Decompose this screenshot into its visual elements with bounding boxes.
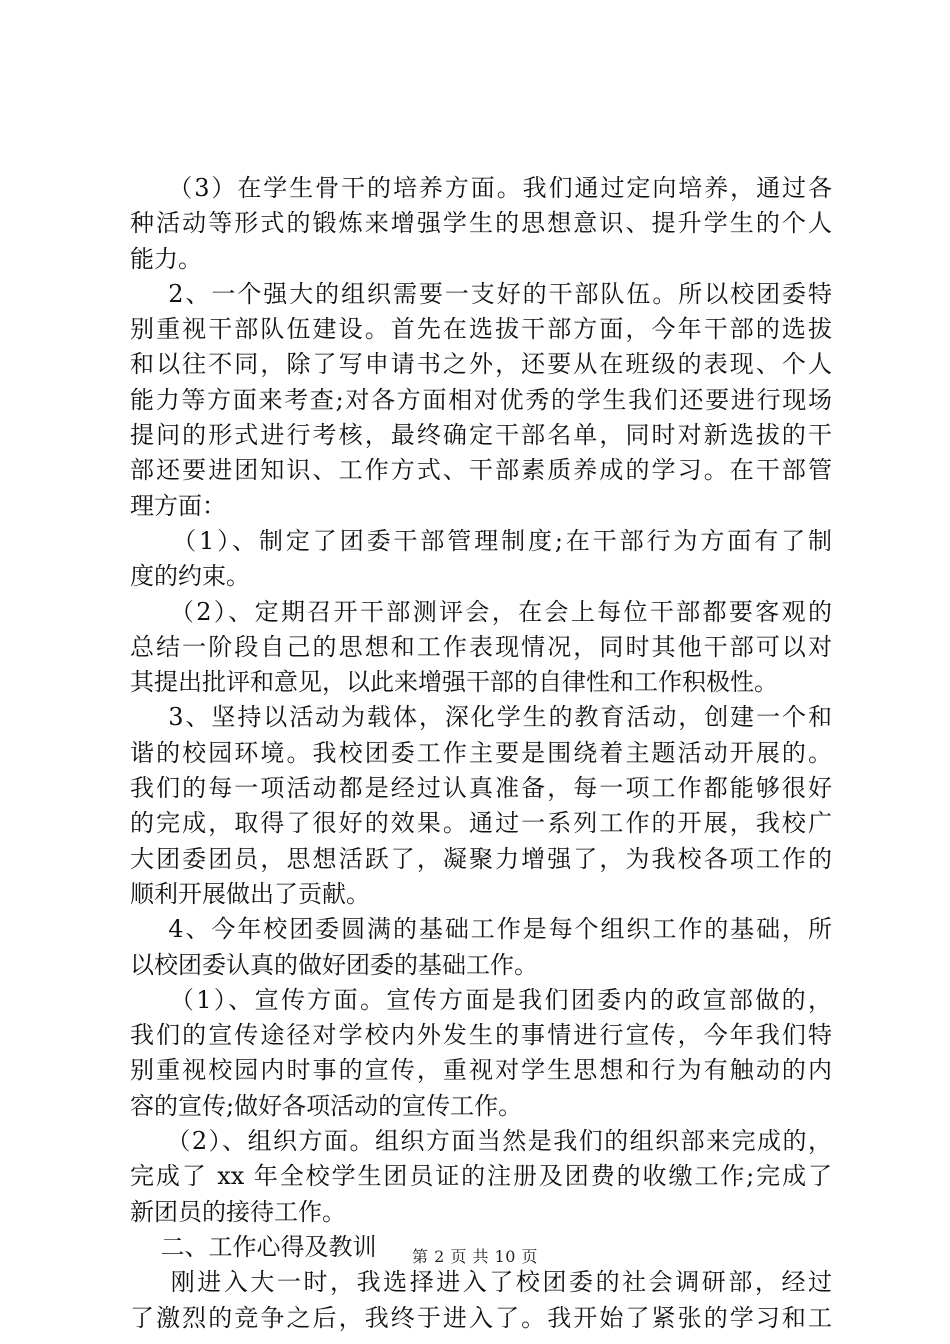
text-line: 能力等方面来考查;对各方面相对优秀的学生我们还要进行现场	[130, 385, 832, 414]
text-line: 的完成，取得了很好的效果。通过一系列工作的开展，我校广	[130, 809, 832, 838]
text-line: 别重视干部队伍建设。首先在选拔干部方面，今年干部的选拔	[130, 315, 832, 344]
text-line: （2）、组织方面。组织方面当然是我们的组织部来完成的，	[130, 1127, 832, 1156]
text-line: 谐的校园环境。我校团委工作主要是围绕着主题活动开展的。	[130, 738, 832, 767]
text-line: 完成了 xx 年全校学生团员证的注册及团费的收缴工作;完成了	[130, 1162, 832, 1191]
text-line: 总结一阶段自己的思想和工作表现情况，同时其他干部可以对	[130, 632, 832, 661]
text-line: 顺利开展做出了贡献。	[130, 879, 370, 908]
text-line: 大团委团员，思想活跃了，凝聚力增强了，为我校各项工作的	[130, 844, 832, 873]
text-line: 我们的宣传途径对学校内外发生的事情进行宣传，今年我们特	[130, 1021, 832, 1050]
text-line: 二、工作心得及教训	[130, 1232, 377, 1261]
text-line: 新团员的接待工作。	[130, 1197, 346, 1226]
text-line: 种活动等形式的锻炼来增强学生的思想意识、提升学生的个人	[130, 209, 832, 238]
text-line: 了激烈的竞争之后，我终于进入了。我开始了紧张的学习和工	[130, 1303, 832, 1332]
text-line: （1）、制定了团委干部管理制度;在干部行为方面有了制	[130, 526, 832, 555]
text-line: 部还要进团知识、工作方式、干部素质养成的学习。在干部管	[130, 456, 832, 485]
text-line: 2、一个强大的组织需要一支好的干部队伍。所以校团委特	[130, 279, 832, 308]
text-line: 3、坚持以活动为载体，深化学生的教育活动，创建一个和	[130, 703, 832, 732]
text-line: 别重视校园内时事的宣传，重视对学生思想和行为有触动的内	[130, 1056, 832, 1085]
text-line: 和以往不同，除了写申请书之外，还要从在班级的表现、个人	[130, 350, 832, 379]
text-line: （1）、宣传方面。宣传方面是我们团委内的政宣部做的，	[130, 985, 832, 1014]
text-line: 4、今年校团委圆满的基础工作是每个组织工作的基础，所	[130, 915, 832, 944]
text-line: 提问的形式进行考核，最终确定干部名单，同时对新选拔的干	[130, 421, 832, 450]
page-footer: 第 2 页 共 10 页	[412, 1247, 538, 1266]
text-line: 刚进入大一时，我选择进入了校团委的社会调研部，经过	[130, 1268, 832, 1297]
text-line: （3）在学生骨干的培养方面。我们通过定向培养，通过各	[130, 174, 832, 202]
text-line: 度的约束。	[130, 562, 250, 591]
text-line: 以校团委认真的做好团委的基础工作。	[130, 950, 538, 979]
text-line: 理方面：	[130, 491, 226, 520]
text-line: 能力。	[130, 244, 202, 273]
text-line: （2）、定期召开干部测评会，在会上每位干部都要客观的	[130, 597, 832, 626]
text-line: 容的宣传;做好各项活动的宣传工作。	[130, 1091, 523, 1120]
text-line: 其提出批评和意见，以此来增强干部的自律性和工作积极性。	[130, 668, 778, 697]
document-body	[130, 171, 832, 1336]
text-line: 我们的每一项活动都是经过认真准备，每一项工作都能够很好	[130, 774, 832, 803]
